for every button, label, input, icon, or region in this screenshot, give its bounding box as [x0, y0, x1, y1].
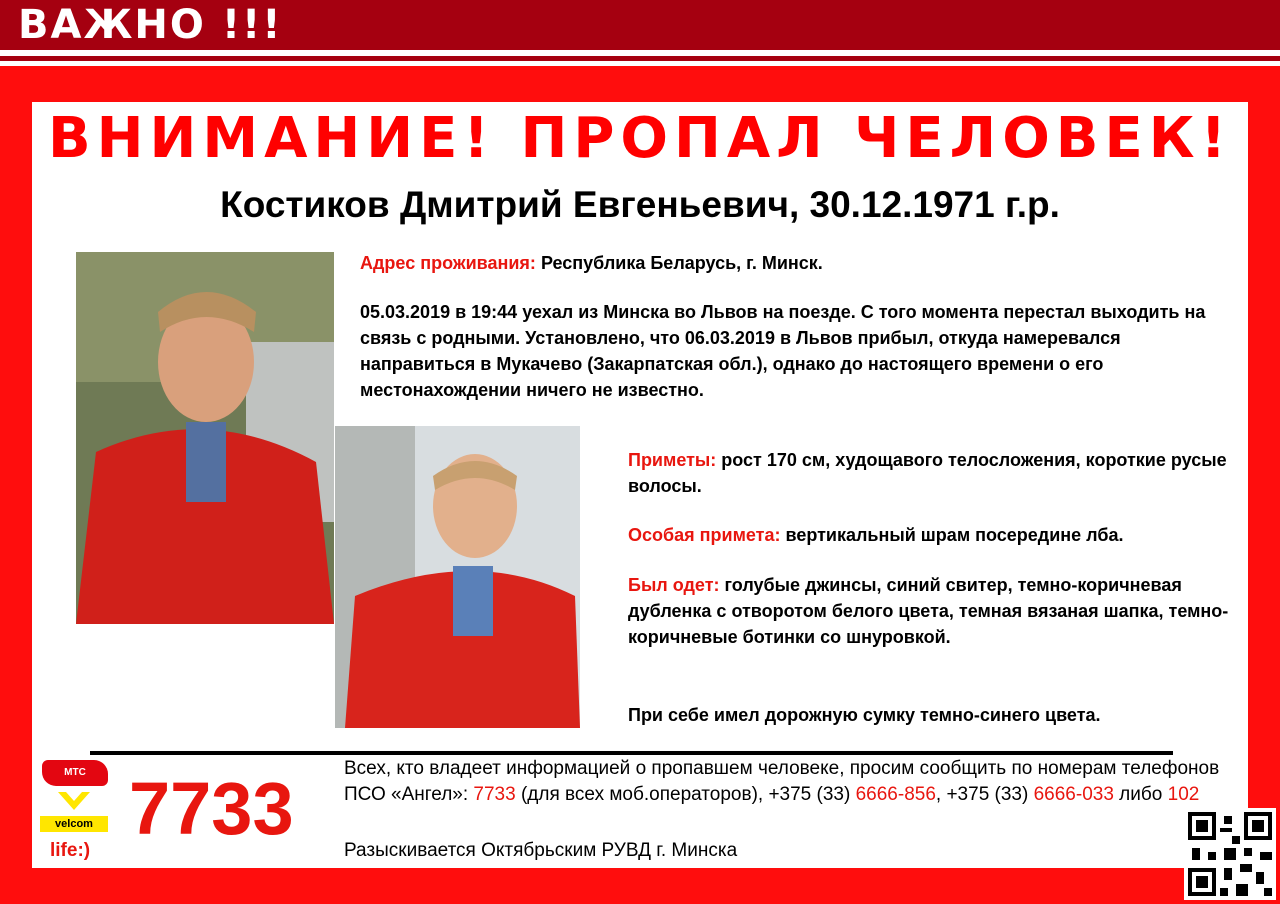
qr-code [1184, 808, 1276, 900]
missing-person-name: Костиков Дмитрий Евгеньевич, 30.12.1971 г.р. [220, 184, 1060, 225]
address-line [360, 250, 1240, 276]
top-banner [0, 0, 1280, 50]
clothes-value: голубые джинсы, синий свитер, темно-коричневая дубленка с отворотом белого цвета, темная вязаная шапка, темно-коричневые ботинки со шнуровкой. [628, 575, 1229, 647]
signs-label: Приметы: [628, 450, 717, 470]
signs-value: рост 170 см, худощавого телосложения, короткие русые волосы. [628, 450, 1227, 496]
contact-number: 6666-033 [1033, 784, 1114, 805]
banner-stripe [0, 61, 1280, 66]
contact-number: 102 [1167, 784, 1200, 805]
contact-number: 6666-856 [855, 784, 936, 805]
contact-text: , +375 (33) [935, 784, 1034, 805]
bag-paragraph: При себе имел дорожную сумку темно-синего цвета. [628, 705, 1101, 725]
contact-text: Всех, кто владеет информацией о пропавшем человеке, просим сообщить по номерам телефонов ПСО «Ангел»: [344, 758, 1220, 805]
banner-title: ВАЖНО !!! [18, 2, 283, 48]
contact-text: либо [1113, 784, 1168, 805]
velcom-logo-mark [54, 790, 94, 816]
story-paragraph: 05.03.2019 в 19:44 уехал из Минска во Львов на поезде. С того момента перестал выходить на связь с родными. Установлено, что 06.03.2019 в Львов прибыл, откуда намеревался направиться в Мукачево (Закарпатская обл.), однако до настоящего времени о его местонахождении ничего не известно. [360, 302, 1206, 400]
address-label: Адрес проживания: [360, 253, 536, 273]
special-mark-paragraph [628, 522, 1238, 548]
special-value: вертикальный шрам посередине лба. [785, 525, 1124, 545]
search-authority: Разыскивается Октябрьским РУВД г. Минска [344, 840, 738, 861]
short-number: 7733 [129, 767, 294, 850]
contact-paragraph [344, 756, 1224, 808]
divider [90, 751, 1173, 755]
clothes-label: Был одет: [628, 575, 720, 595]
contact-number: 7733 [473, 784, 516, 805]
mts-logo: МТС [42, 760, 108, 786]
velcom-logo: velcom [40, 816, 108, 832]
special-label: Особая примета: [628, 525, 781, 545]
life-logo: life:) [50, 840, 91, 861]
poster-panel [32, 102, 1248, 868]
contact-text: (для всех моб.операторов), +375 (33) [515, 784, 856, 805]
person-photo-main [76, 252, 334, 624]
address-value: Республика Беларусь, г. Минск. [540, 253, 823, 273]
poster-headline: ВНИМАНИЕ! ПРОПАЛ ЧЕЛОВЕК! [47, 106, 1233, 171]
person-photo-second [335, 426, 580, 728]
clothes-paragraph [628, 572, 1238, 650]
signs-paragraph [628, 447, 1238, 499]
